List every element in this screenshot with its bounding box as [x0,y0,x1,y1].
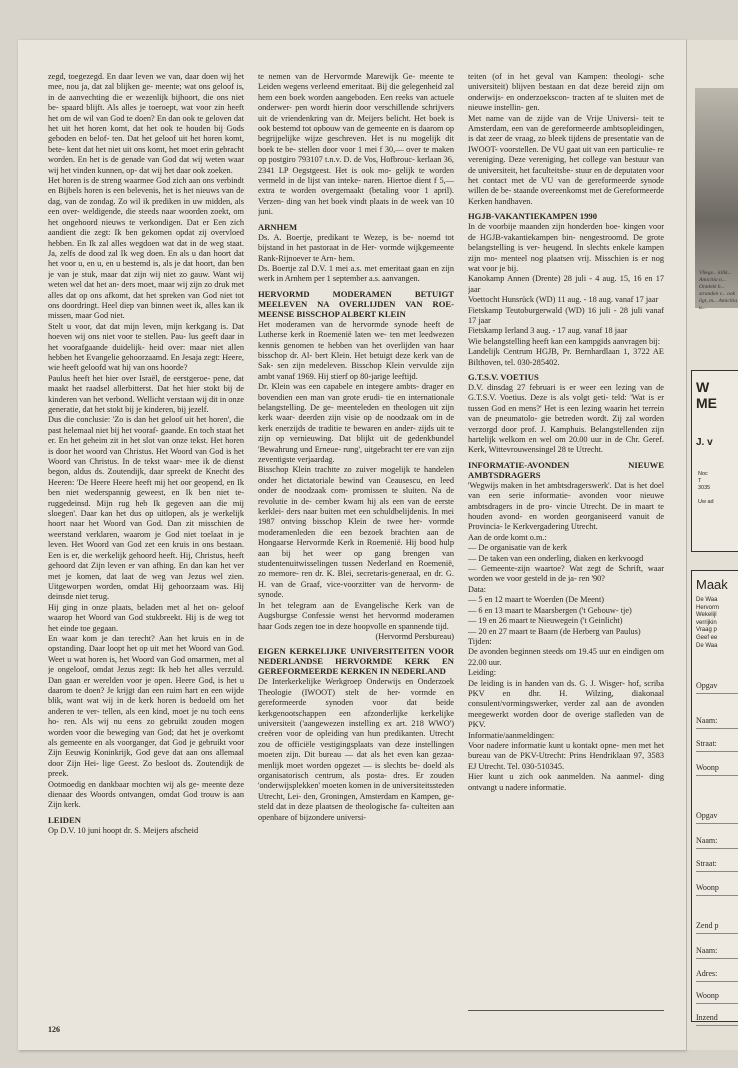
form-field-label: Straat: [696,739,717,748]
form-field-label: Opgav [696,681,718,690]
paragraph: Voettocht Hunsrück (WD) 11 aug. - 18 aug. vanaf 17 jaar [468,295,659,305]
paragraph: Stelt u voor, dat dat mijn leven, mijn kerkgang is. Dat hoeven wij ons niet voor te stellen. Pau- lus geeft daar in het voorafgaande duidelijk- heid over: maar niet allen hebben het Evangelie gehoorzaamd. En Jesaja zegt: Heere, wie heeft geloofd wat hij van ons hoorde? [48,321,244,373]
paragraph: Tijden: [468,636,492,646]
paragraph: En waar kom je dan terecht? Aan het kruis en in de opstanding. Daar loopt het op uit met het Woord van God. Weet u wat horen is, het Woord van God omarmen, met al je ongeloof, omdat Jezus zegt: Ik heb het alles verzuld. Dan gaan er werelden voor je open. Heere God, is het u daarom te doen? Je krijgt dan een ruim hart en een wijde blik, want wat wij in de kerk horen is bedoeld om het anderen te ver- tellen, als een kind, moet je nu toch eens ho- ren. Als wij nu eens zo gebruikt zouden mogen worden voor die beweging van God; dat het je overkomt als gemeente en als voorganger, dat God je gebruikt voor Zijn Eeuwig Koninkrijk, God geve dat aan ons allemaal door Zijn Hei- lige Geest. Zo besloot ds. Zoutendijk de preek. [48,633,244,779]
form-field-line [696,1025,738,1026]
form-field-line [696,728,738,729]
paragraph: Het moderamen van de hervormde synode heeft de Lutherse kerk in Roemenië laten we- ten met leedwezen kennis genomen te hebben van het overlijden van haar bisschop dr. Al- bert Klein. Het betuigt deze kerk van de Sak- sen zijn medeleven. Bisschop Klein vervulde zijn ambt vanaf 1969. Hij stierf op 80-jarige leeftijd. [258,319,454,381]
paragraph: Informatie/aanmeldingen: [468,730,555,740]
paragraph: Wie belangstelling heeft kan een kampgids aanvragen bij: [468,336,661,346]
section-heading: EIGEN KERKELIJKE UNIVERSITEITEN VOOR NEDERLANDSE HERVORMDE KERK EN GEREFORMEERDE KERKEN IN NEDERLAND [258,646,454,677]
page-number: 126 [48,1025,60,1034]
form-field-line [696,958,738,959]
paragraph: 'Wegwijs maken in het ambtsdragerswerk'. Dat is het doel van een serie informatie- avonden voor nieuwe ambtsdragers in de pro- vincie Utrecht. De in maart te houden avond- en worden georganiseerd vanuit de Provincia- le Kerkvergadering Utrecht. [468,480,664,532]
section-heading: ARNHEM [258,221,298,232]
form-field-line [696,848,738,849]
byline: (Hervormd Persbureau) [375,631,454,641]
section-heading: G.T.S.V. VOETIUS [468,371,539,382]
form-field-label: Woonp [696,991,719,1000]
paragraph: — De taken van een onderling, diaken en kerkvoogd [468,553,644,563]
document-page [18,40,686,1050]
paragraph: Met name van de zijde van de Vrije Universi- teit te Amsterdam, een van de gereformeerde ambtsopleidingen, is dat zeer de vraag, zo bleek tijdens de presentatie van de IWOOT- voorstellen. De VU gaat uit van een particulie- re vereniging. Deze vereniging, het college van bestuur van de universiteit, het faculteitsbe- stuur en de deputaten voor het contact met de VU van de gereformeerde synode willen de be- staande overeenkomst met de Gereformeerde Kerken handhaven. [468,113,664,206]
paragraph: — 6 en 13 maart te Maarsbergen ('t Gebouw- tje) [468,605,632,615]
text-column-1 [48,72,244,1027]
paragraph: Fietskamp Teutoburgerwald (WD) 16 juli - 28 juli vanaf 17 jaar [468,305,664,325]
subscription-form-box [691,570,738,1022]
form-field-line [696,775,738,776]
form-field-line [696,871,738,872]
form-field-label: Adres: [696,969,718,978]
paragraph: Hier kunt u zich ook aanmelden. Na aanmel- ding ontvangt u nadere informatie. [468,772,664,792]
paragraph: te nemen van de Hervormde Marewijk Ge- meente te Leiden wegens verleend emeritaat. Bij die gelegenheid zal hem een boek worden aangeboden. Een reeks van actuele onderwer- pen wordt hierin door verschillende schrijvers uit de vriendenkring van dr. Meijers belicht. Het boek is ook bestemd tot opbouw van de gemeente en is daarom op begrijpelijke wijze geschreven. Het is nu mogelijk dit boek te be- stellen door voor 1 mei f 30,— over te maken op postgiro 793107 t.n.v. D. de Vos, Hofbrouc- kerlaan 36, 2341 LP Oegstgeest. Het is ook mo- gelijk te worden vermeld in de lijst van inteke- naren. Hiertoe dient f 5,— extra te worden overgemaakt (betaling voor 1 april). Verzen- ding van het boek vindt plaats in de week van 10 juni. [258,72,454,217]
form-field-line [696,1003,738,1004]
text-column-2 [258,72,454,1027]
column-end-rule [468,1010,664,1011]
paragraph: Dus die conclusie: 'Zo is dan het geloof uit het horen', die past helemaal niet bij het vooraf- gaande. En toch staat het er. En het geheim zit in het slot van onze tekst. Het horen is door het woord van Christus. Het Woord van God is het Woord van Christus. In de tekst waar- mee ik de dienst begon, aldus ds. Zoutendijk, daar spreekt de Knecht des Heeren: 'De Heere Heere heeft mij het oor geopend, en Ik ben niet wederspannig geweest, en Ik ben niet te- ruggedeinsd. Mijn rug heb Ik gegeven aan die mij sloegen'. Daar kan het dus op uitlopen, als je werkelijk hoort naar het Woord van God. Dan zit misschien de weerstand verklaren, waarom je God niet toelaat in je leven. Het Woord van God zet een kruis in ons bestaan. Een is er, die werkelijk gehoord heeft. Hij, Christus, heeft gehoord dat Zijn leven er van afhing. En dan kan het ver met je komen, dat laat de weg van Jezus wel zien. Uitgeworpen worden, omdat Hij gehoorzaam was. Hij deinsde niet terug. [48,415,244,602]
form-field-label: Naam: [696,946,718,955]
advert-heading: W ME [696,379,717,411]
paragraph: Het horen is de streng waarmee God zich aan ons verbindt en Bijbels horen is een belevenis, het is het nieuws van de dag, van de zondag. Zo wil ik prediken in uw midden, als een over- weldigende, die steeds naar woorden zoekt, om het ongehoord nieuws te verkondigen. Dat er Een zich aandient die zegt: Ik ben gekomen opdat zij overvloed hebben. En Ik zal alles wegdoen wat dat in de weg staat. Ja, zelfs de dood zal Ik weg doen. En als u dan hoort dat het voor u, en u, en u bestemd is, als je dat hoort, dan ben je van je stuk, maar dat zijn wij niet zo gauw. Want wij weten wel dat het an- ders moet, maar wij zijn zo druk met alles dat op ons afkomt, dat het spreken van God niet tot ons doordringt. Heel diep van binnen weet ik, alles kan ik missen, maar God niet. [48,176,244,321]
form-field-line [696,823,738,824]
section-heading: HGJB-VAKANTIEKAMPEN 1990 [468,211,597,222]
paragraph: — Gemeente-zijn waartoe? Wat zegt de Schrift, waar worden we voor gesteld in de ja- ren '90? [468,564,664,584]
paragraph: Fietskamp Ierland 3 aug. - 17 aug. vanaf 18 jaar [468,326,628,336]
paragraph: zegd, toegezegd. En daar leven we van, daar doen wij het mee, nou ja, dat zal blijken ge- meente; wat ons geloof is, in de aanvechting die er wezenlijk bijhoort, die ons niet be- spaard blijft. Als alles je toeroept, wat voor zin heeft het om de wil van God te doen? En dan ook te geloven dat het uit het horen komt, dat het ook te houden bij Gods geboden en belof- ten. Dat het geloof uit het horen komt, bete- kent dat het niet uit ons komt, het moet erin gebracht worden. En het is de genade van God dat wij weten waar wij het vinden kunnen, op- dat wij het daar ook zoeken. [48,72,244,175]
paragraph: Data: [468,584,486,594]
paragraph: De Interkerkelijke Werkgroep Onderwijs en Onderzoek Theologie (IWOOT) stelt de her- vormde en gereformeerde synoden voor dat beide kerkgenootschappen een afzonderlijke kerkelijke universiteit ('aangewezen instelling ex art. 218 WWO') creëren voor de opleiding van hun predikanten. Utrecht zou de officiële vestigingsplaats van deze instellingen moeten zijn. Dit bureau — dat als het even kan gezaa- menlijk moet worden opgezet — is slechts be- doeld als organisatorisch centrum, als posta- dres. Er zouden 'onderwijsplekken' moeten komen in de universiteitssteden Utrecht, Lei- den, Groningen, Amsterdam en Kampen, ge- steld dat in deze plaatsen de theologische fa- culteiten aan openbare of bijzondere universi- [258,677,454,822]
paragraph: In de voorbije maanden zijn honderden boe- kingen voor de HGJB-vakantiekampen bin- nengestroomd. De grote belangstelling is ver- heugend. In slechts enkele kampen zijn mo- menteel nog plaatsen vrij. Misschien is er nog wat voor je bij. [468,222,664,273]
paragraph: Hij ging in onze plaats, beladen met al het on- geloof waarop het Woord van God stukbreekt. Hij is de weg tot het einde toe gegaan. [48,602,244,633]
paragraph: Paulus heeft het hier over Israël, de eerstgeroe- pene, dat maakt het raadsel allerbitterst. Dat het hier stokt bij de kinderen van het verbond. Wellicht verstaan wij dit in onze generatie, dat het stokt bij je kinderen, bij jezelf. [48,373,244,414]
paragraph: De avonden beginnen steeds om 19.45 uur en eindigen om 22.00 uur. [468,647,664,667]
paragraph: Dr. Klein was een capabele en integere ambts- drager en bovendien een man van grote erudi- tie en internationale belangstelling. De ge- meenteleden en theologen uit zijn kerk waar- deerden zijn visie op de noodzaak om in de kerk enerzijds de traditie te bewaren en ander- zijds uit te zijn op vernieuwing. Dat blijkt uit de gedenkbundel 'Bewahrung und Erneue- rung', uitgebracht ter ere van zijn zeventigste verjaardag. [258,382,454,464]
form-field-label: Woonp [696,763,719,772]
paragraph: In het telegram aan de Evangelische Kerk van de Augsburgse Confessie wenst het hervormd moderamen haar Gods zegen toe in deze hoopvolle en spannende tijd. [258,600,454,631]
advert-subheading: J. v [696,437,713,448]
form-field-label: Inzend [696,1013,718,1022]
form-field-label: Naam: [696,836,718,845]
paragraph: Op D.V. 10 juni hoopt dr. S. Meijers afscheid [48,825,199,835]
form-field-label: Woonp [696,883,719,892]
form-field-line [696,895,738,896]
form-field-line [696,751,738,752]
paragraph: Kanokamp Annen (Drente) 28 juli - 4 aug. 15, 16 en 17 jaar [468,274,664,294]
photo-caption: Vliegv... kilik... Amicitia n... Ontdekt b... stranden v... ook ligt, m... Amicitia u... [699,270,738,311]
paragraph: Leiding: [468,668,497,678]
advert-box [691,370,738,552]
section-heading: HERVORMD MODERAMEN BETUIGT MEELEVEN NA OVERLIJDEN VAN ROE- MEENSE BISSCHOP ALBERT KLEIN [258,288,454,319]
paragraph: — 20 en 27 maart te Baarn (de Herberg van Paulus) [468,626,641,636]
paragraph: Aan de orde komt o.m.: [468,532,547,542]
form-field-line [696,693,738,694]
section-heading: INFORMATIE-AVONDEN NIEUWE AMBTSDRAGERS [468,459,664,480]
paragraph: — De organisatie van de kerk [468,543,568,553]
form-field-label: Naam: [696,716,718,725]
paragraph: Ds. A. Boertje, predikant te Wezep, is be- noemd tot bijstand in het pastoraat in de Her- vormde wijkgemeente Rank-Rijnoever te Arn- hem. [258,232,454,263]
form-field-line [696,981,738,982]
paragraph: Voor nadere informatie kunt u kontakt opne- men met het bureau van de PKV-Utrecht: Prins Hendriklaan 97, 3583 EJ Utrecht. Tel. 030-510345. [468,740,664,771]
form-field-label: Straat: [696,859,717,868]
advert-small-text: Noc T 3035 Uw ad [698,471,714,505]
paragraph: — 5 en 12 maart te Woerden (De Meent) [468,595,605,605]
form-title: Maak [696,577,728,592]
form-field-label: Zend p [696,921,719,930]
adjacent-page-strip [686,40,738,1050]
form-intro: De Waa Hervorm Wekelijl verrijkin Vraag p Geef ee De Waa [696,597,720,649]
paragraph: Ootmoedig en dankbaar mochten wij als ge- meente deze dienaar des Woords ontvangen, omdat God trouw is aan Zijn kerk. [48,779,244,810]
form-field-line [696,933,738,934]
section-heading: LEIDEN [48,814,81,825]
paragraph: — 19 en 26 maart te Nieuwegein ('t Geinlicht) [468,616,623,626]
paragraph: Bisschop Klein trachtte zo zuiver mogelijk te handelen onder het dictatoriale bewind van Ceausescu, en leed onder de noodzaak com- promissen te sluiten. Na de revolutie in de- cember kwam hij als een van de eerste kerklei- ders naar buiten met een schuldbelijdenis. In mei 1987 ontving bisschop Klein de twee her- vormde moderamenleden die een bezoek brachten aan de Hongaarse Hervormde Kerk in Roemenië. Hij bood hulp aan bij het weer op gang brengen van studentenuitwisselingen tussen Nederland en Roemenië, zo memore- ren dr. K. Blei, secretaris-generaal, en dr. G. H. van de Graaf, vice-voorzitter van de hervorm- de synode. [258,465,454,600]
paragraph: De leiding is in handen van ds. G. J. Wisger- hof, scriba PKV en dhr. H. Wilzing, diakonaal consulent/vormingswerker, verder zal aan de avonden meegewerkt worden door de overige stafleden van de PKV. [468,678,664,730]
form-field-label: Opgav [696,811,718,820]
paragraph: Landelijk Centrum HGJB, Pr. Bernhardlaan 1, 3722 AE Bilthoven, tel. 030-285402. [468,347,664,367]
paragraph: teiten (of in het geval van Kampen: theologi- sche universiteit) blijven bestaan en dat deze bereid zijn om onderwijs- en onderzoekscon- tracten af te sluiten met de nieuwe instellin- gen. [468,72,664,113]
paragraph: D.V. dinsdag 27 februari is er weer een lezing van de G.T.S.V. Voetius. Deze is als volgt geti- teld: 'Wat is er tussen God en mens?' Het is een lezing waarin het terrein van de pneumatolo- gie betreden wordt. Zij zal worden verzorgd door prof. J. Kamphuis. Belangstellenden zijn hartelijk welkom en wel om 20.00 uur in de Chr. Geref. Kerk, Wittevrouwensingel 28 te Utrecht. [468,382,664,455]
text-column-3 [468,72,664,1002]
paragraph: Ds. Boertje zal D.V. 1 mei a.s. met emeritaat gaan en zijn werk in Arnhem per 1 september a.s. aanvangen. [258,263,454,284]
